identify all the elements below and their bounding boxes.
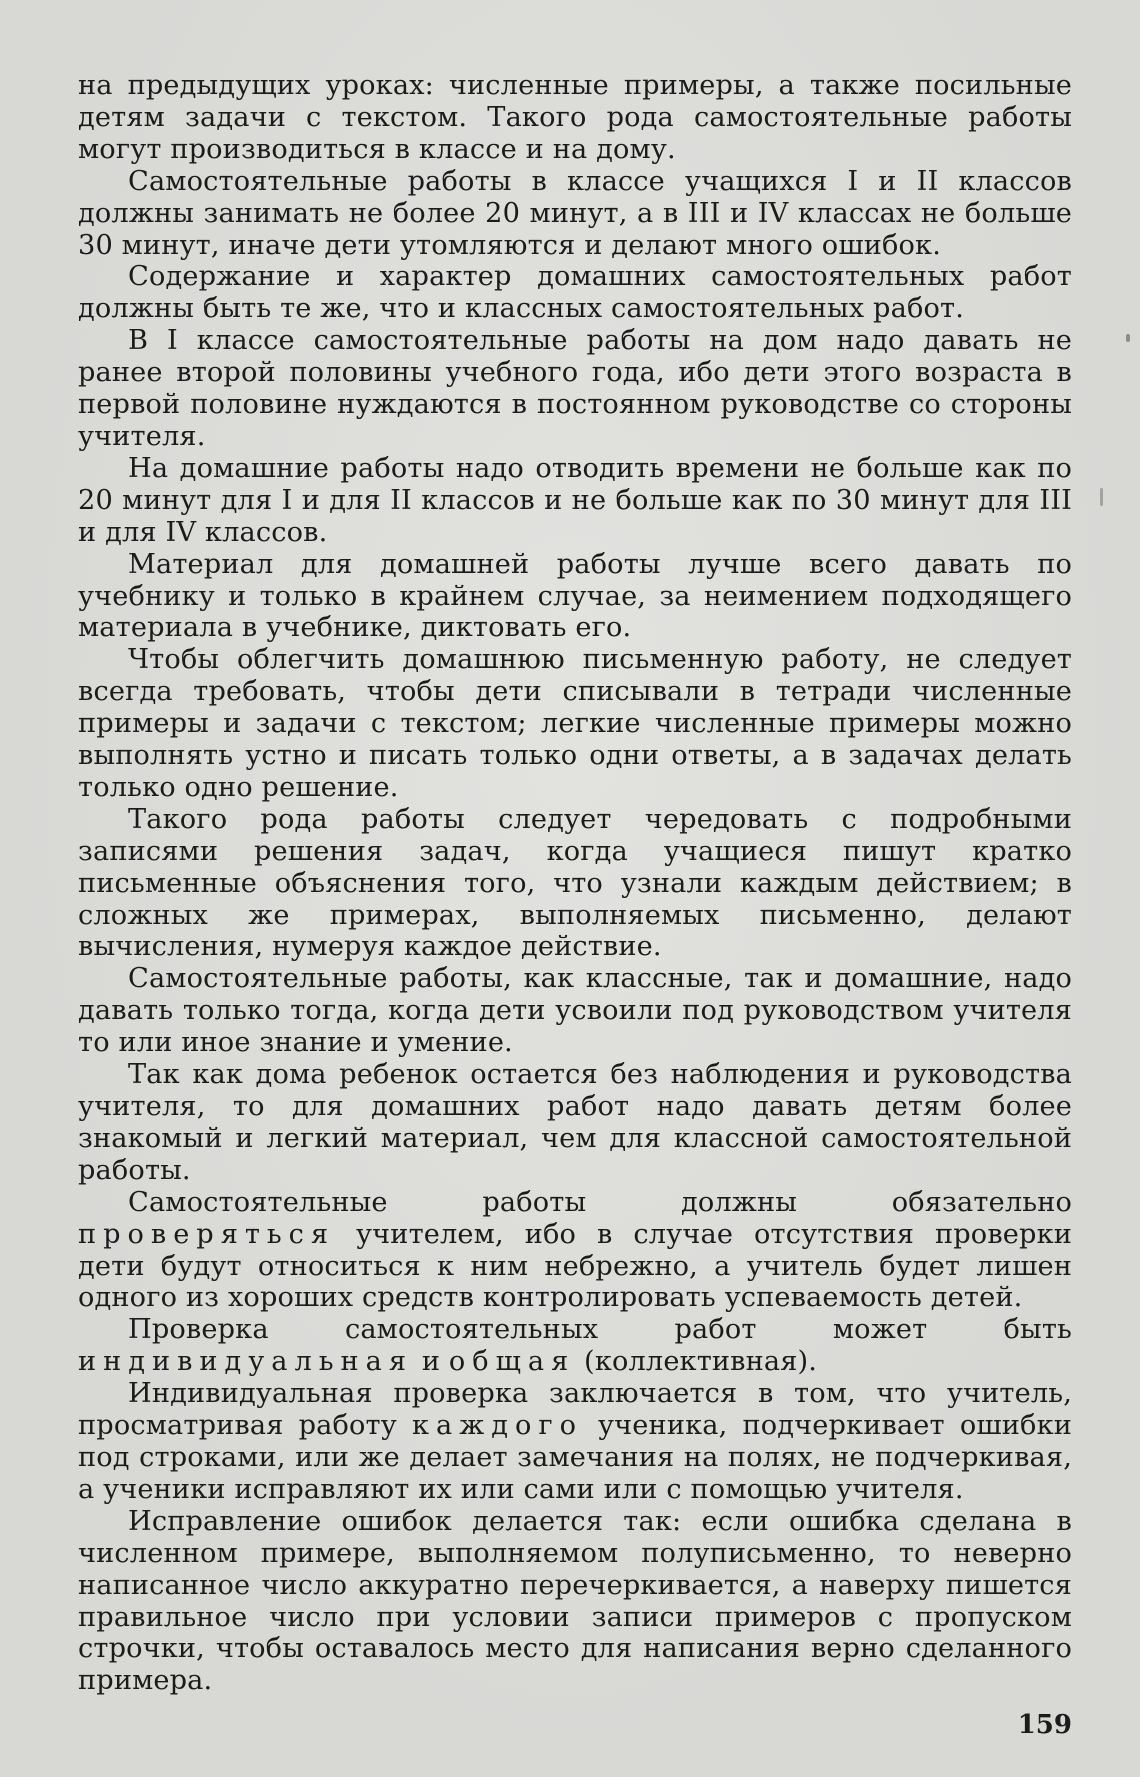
paragraph-9: Самостоятельные работы, как классные, так и домашние, надо давать только тогда, когда дети усвоили под руководством учителя то или иное знание и умение. — [78, 963, 1072, 1059]
paragraph-13-text: Индивидуальная проверка заключается в том, что учитель, просматривая работу — [78, 1378, 1072, 1442]
spaced-emphasis: каждого — [412, 1410, 583, 1442]
margin-speck — [1100, 488, 1103, 506]
paragraph-13 — [78, 1378, 1072, 1506]
paragraph-13-text: ученика, подчеркивает ошибки под строками, или же делает замечания на полях, не подчеркивая, а ученики исправляют их или сами или с помощью учителя. — [78, 1410, 1072, 1505]
paragraph-2: Самостоятельные работы в классе учащихся I и II классов должны занимать не более 20 минут, а в III и IV классах не больше 30 минут, иначе дети утомляются и делают много ошибок. — [78, 165, 1072, 261]
margin-speck — [1126, 334, 1130, 342]
paragraph-6: Материал для домашней работы лучше всего давать по учебнику и только в крайнем случае, за неимением подходящего материала в учебнике, диктовать его. — [78, 548, 1072, 644]
paragraph-5: На домашние работы надо отводить времени не больше как по 20 минут для I и для II классов и не больше как по 30 минут для III и для IV классов. — [78, 452, 1072, 548]
paragraph-12-text: Проверка самостоятельных работ может быть — [128, 1314, 1072, 1346]
paragraph-11-text: Самостоятельные работы должны обязательно — [128, 1186, 1072, 1218]
body-text — [78, 70, 1072, 1697]
paragraph-12-text: (коллективная). — [575, 1346, 818, 1378]
paragraph-3: Содержание и характер домашних самостоятельных работ должны быть те же, что и классных самостоятельных работ. — [78, 261, 1072, 325]
paragraph-1: на предыдущих уроках: численные примеры, а также посильные детям задачи с текстом. Такого рода самостоятельные работы могут производиться в классе и на дому. — [78, 70, 1072, 165]
paragraph-8: Такого рода работы следует чередовать с подробными записями решения задач, когда учащиеся пишут кратко письменные объяснения того, что узнали каждым действием; в сложных же примерах, выполняемых письменно, делают вычисления, нумеруя каждое действие. — [78, 803, 1072, 963]
spaced-emphasis: проверяться — [78, 1218, 336, 1250]
paragraph-14: Исправление ошибок делается так: если ошибка сделана в численном примере, выполняемом полуписьменно, то неверно написанное число аккуратно перечеркивается, а наверху пишется правильное число при условии записи примеров с пропуском строчки, чтобы оставалось место для написания верно сделанного примера. — [78, 1505, 1072, 1697]
paragraph-11 — [78, 1187, 1072, 1315]
paragraph-12-text: и — [413, 1346, 449, 1378]
paragraph-4: В I классе самостоятельные работы на дом надо давать не ранее второй половины учебного года, ибо дети этого возраста в первой половине нуждаются в постоянном руководстве со стороны учителя. — [78, 325, 1072, 452]
page-number: 159 — [1017, 1710, 1072, 1740]
paragraph-10: Так как дома ребенок остается без наблюдения и руководства учителя, то для домашних работ надо давать детям более знакомый и легкий материал, чем для классной самостоятельной работы. — [78, 1059, 1072, 1186]
spaced-emphasis: индивидуальная — [78, 1346, 414, 1378]
paragraph-11-text: учителем, ибо в случае отсутствия проверки дети будут относиться к ним небрежно, а учитель будет лишен одного из хороших средств контролировать успеваемость детей. — [78, 1218, 1072, 1314]
paragraph-7: Чтобы облегчить домашнюю письменную работу, не следует всегда требовать, чтобы дети списывали в тетради численные примеры и задачи с текстом; легкие численные примеры можно выполнять устно и писать только одни ответы, а в задачах делать только одно решение. — [78, 644, 1072, 803]
paragraph-12 — [78, 1314, 1072, 1378]
spaced-emphasis: общая — [448, 1346, 576, 1378]
